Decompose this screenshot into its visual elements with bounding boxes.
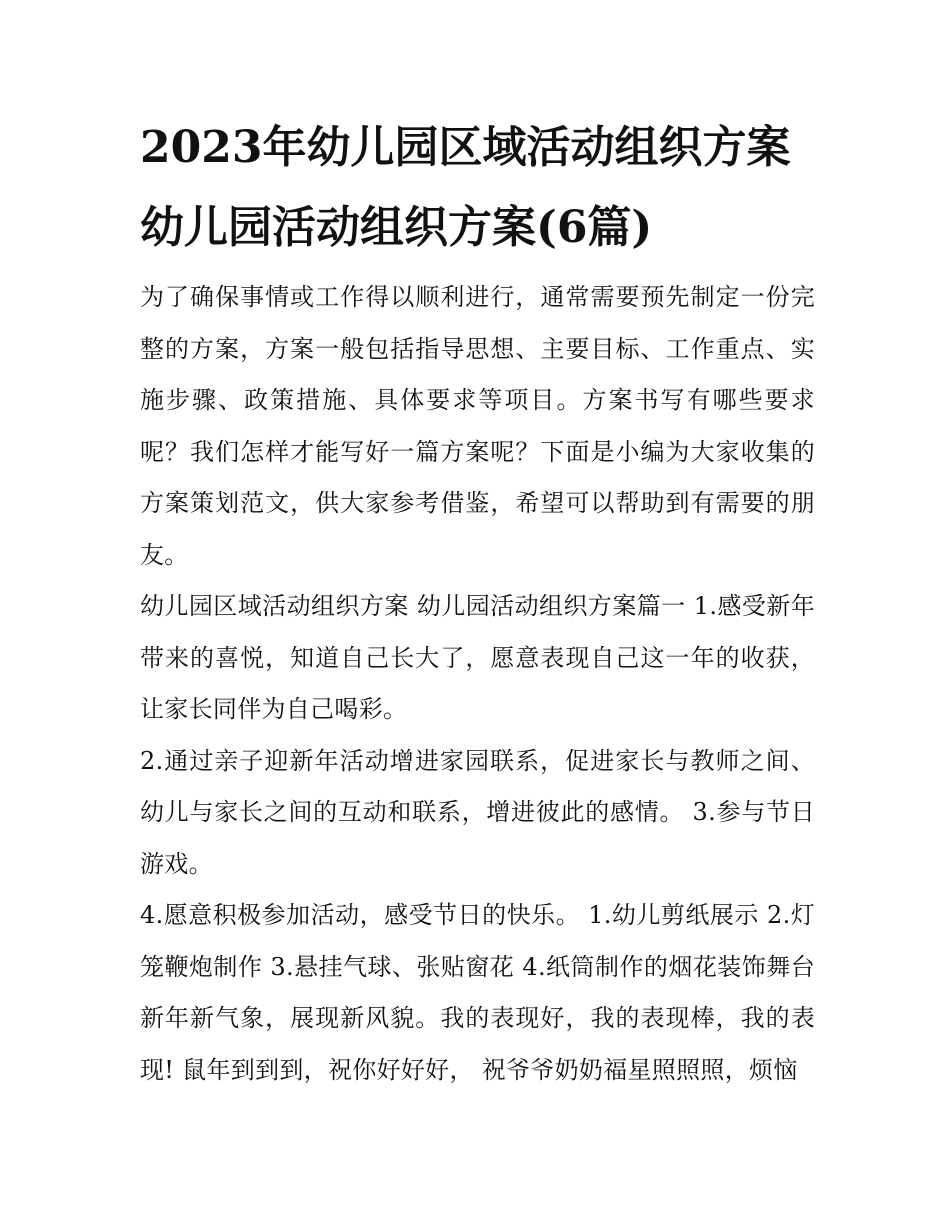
paragraph-goal-2: 2.通过亲子迎新年活动增进家园联系，促进家长与教师之间、幼儿与家长之间的互动和联系，增进彼此的感情。 3.参与节日游戏。 xyxy=(140,746,815,878)
document-title: 2023年幼儿园区域活动组织方案 幼儿园活动组织方案(6篇) xyxy=(140,122,791,253)
paragraph-goal-4: 4.愿意积极参加活动，感受节日的快乐。 1.幼儿剪纸展示 2.灯笼鞭炮制作 3.悬挂气球、张贴窗花 4.纸筒制作的烟花装饰舞台新年新气象，展现新风貌。我的表现好，我的表现棒，我的表现! 鼠年到到到，祝你好好好， 祝爷爷奶奶福星照照照，烦恼 xyxy=(140,901,815,1084)
paragraph-intro: 为了确保事情或工作得以顺利进行，通常需要预先制定一份完整的方案，方案一般包括指导思想、主要目标、工作重点、实施步骤、政策措施、具体要求等项目。方案书写有哪些要求呢？我们怎样才能写好一篇方案呢？下面是小编为大家收集的方案策划范文，供大家参考借鉴，希望可以帮助到有需要的朋友。 xyxy=(140,283,815,569)
paragraph-section-1: 幼儿园区域活动组织方案 幼儿园活动组织方案篇一 1.感受新年带来的喜悦，知道自己长大了，愿意表现自己这一年的收获，让家长同伴为自己喝彩。 xyxy=(140,592,815,723)
document-page xyxy=(140,108,815,1096)
